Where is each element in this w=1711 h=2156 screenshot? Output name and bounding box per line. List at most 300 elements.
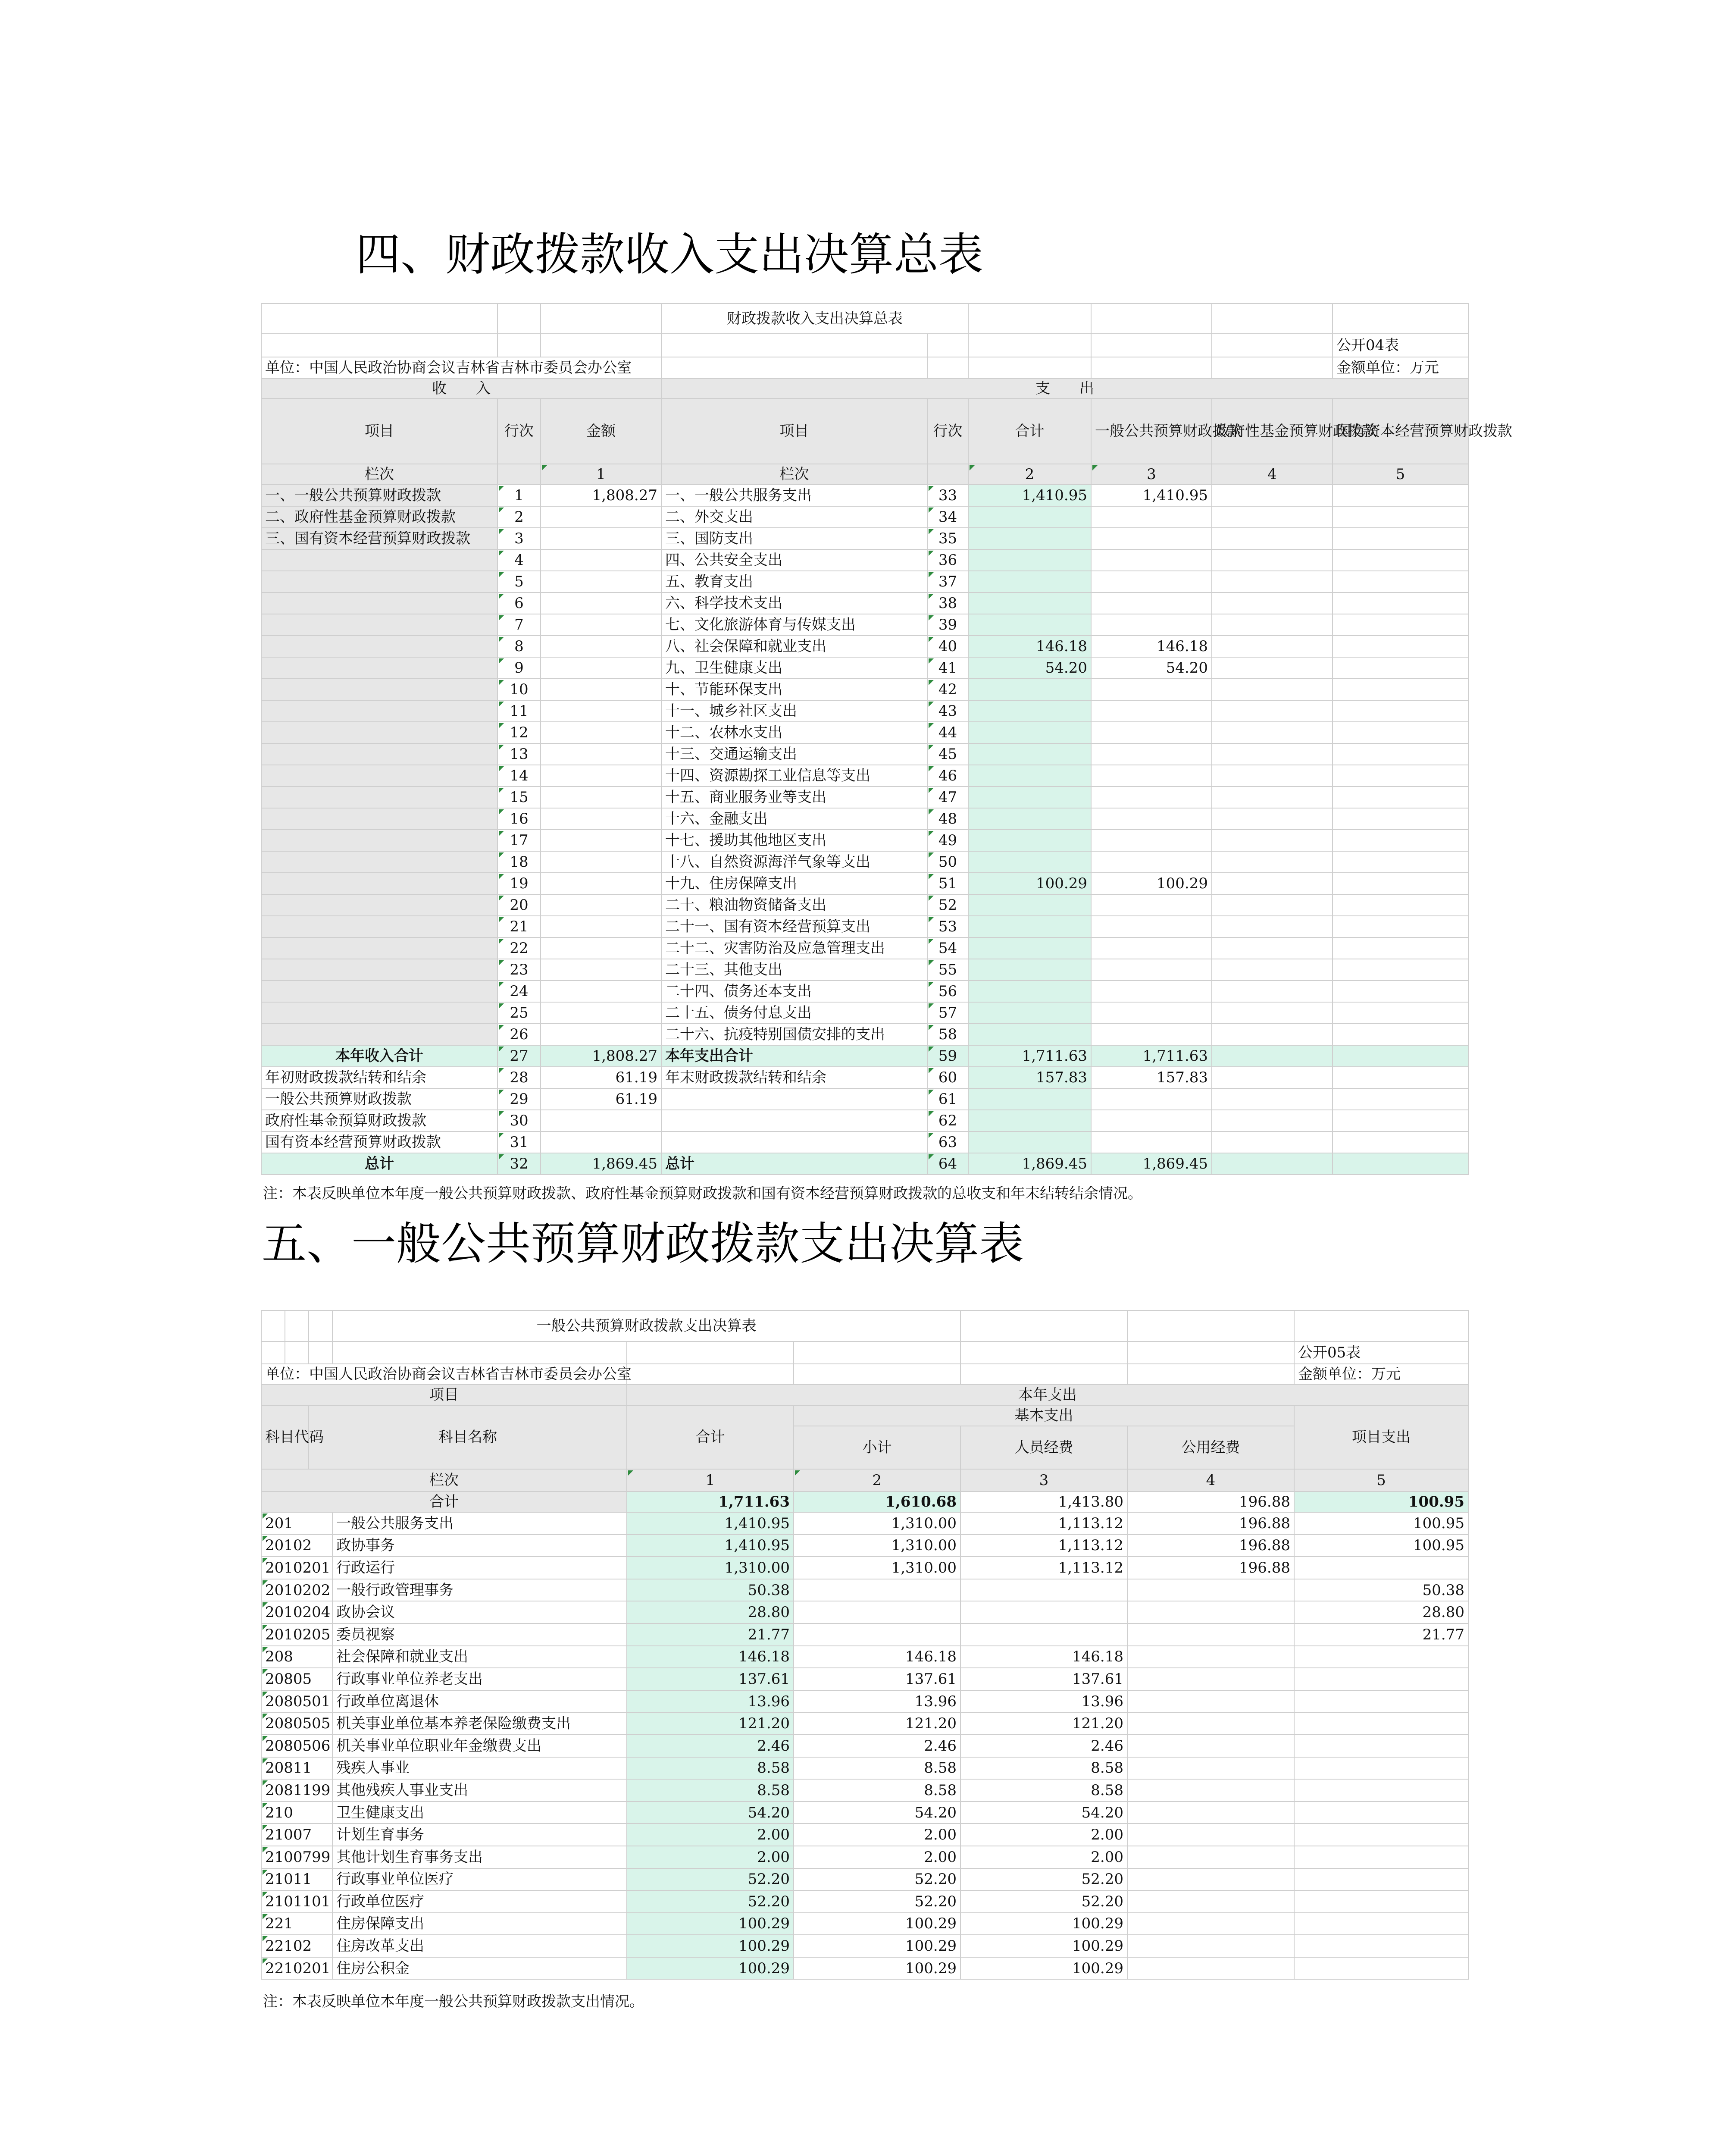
total-amount: 8.58 xyxy=(627,1779,794,1802)
expense-general xyxy=(1091,679,1212,700)
total-row xyxy=(261,1492,1468,1512)
table-title: 财政拨款收入支出决算总表 xyxy=(661,304,968,334)
personnel-amount xyxy=(960,1579,1127,1601)
income-amount xyxy=(541,743,661,765)
table-row xyxy=(261,959,1468,981)
project-amount xyxy=(1294,1646,1468,1668)
expense-row-no: 62 xyxy=(927,1110,968,1131)
expense-state xyxy=(1333,873,1468,894)
project-amount xyxy=(1294,1690,1468,1713)
subject-name: 政协事务 xyxy=(332,1535,627,1557)
income-item xyxy=(261,830,497,851)
income-amount xyxy=(541,549,661,571)
income-row-no: 1 xyxy=(497,485,541,506)
table-row xyxy=(261,937,1468,959)
expense-fund xyxy=(1212,636,1333,657)
income-amount xyxy=(541,916,661,937)
expense-general xyxy=(1091,765,1212,787)
table-row xyxy=(261,787,1468,808)
total-amount: 8.58 xyxy=(627,1757,794,1780)
income-row-no: 21 xyxy=(497,916,541,937)
subject-code: 210 xyxy=(261,1802,332,1824)
project-amount: 100.95 xyxy=(1294,1492,1468,1512)
table-row xyxy=(261,1890,1468,1913)
subject-code: 2010202 xyxy=(261,1579,332,1601)
personnel-amount xyxy=(960,1601,1127,1623)
income-item: 一般公共预算财政拨款 xyxy=(261,1088,497,1110)
subject-name: 机关事业单位基本养老保险缴费支出 xyxy=(332,1712,627,1735)
project-amount xyxy=(1294,1957,1468,1980)
expense-general xyxy=(1091,894,1212,916)
subtotal-amount: 1,610.68 xyxy=(794,1492,960,1512)
expense-total xyxy=(968,937,1091,959)
expense-total: 100.29 xyxy=(968,873,1091,894)
income-amount xyxy=(541,959,661,981)
expense-header: 支 出 xyxy=(661,379,1468,398)
expense-row-no: 39 xyxy=(927,614,968,636)
expense-item: 一、一般公共服务支出 xyxy=(661,485,927,506)
expense-general xyxy=(1091,722,1212,743)
table-row xyxy=(261,1088,1468,1110)
expense-row-no: 35 xyxy=(927,528,968,549)
table-row xyxy=(261,1868,1468,1891)
col-header: 行次 xyxy=(497,398,541,464)
table-row xyxy=(261,1957,1468,1980)
expense-state xyxy=(1333,1110,1468,1131)
expense-general xyxy=(1091,808,1212,830)
personnel-amount: 52.20 xyxy=(960,1890,1127,1913)
subject-code: 22102 xyxy=(261,1935,332,1957)
income-item xyxy=(261,937,497,959)
expense-general xyxy=(1091,549,1212,571)
income-row-no: 28 xyxy=(497,1067,541,1088)
lanci-label: 栏次 xyxy=(661,464,927,485)
income-amount xyxy=(541,1002,661,1024)
income-amount xyxy=(541,679,661,700)
total-amount: 2.46 xyxy=(627,1735,794,1757)
subject-name: 其他计划生育事务支出 xyxy=(332,1846,627,1868)
table-row xyxy=(261,485,1468,506)
expense-state xyxy=(1333,506,1468,528)
total-amount: 1,310.00 xyxy=(627,1557,794,1579)
expense-fund xyxy=(1212,873,1333,894)
expense-item: 十二、农林水支出 xyxy=(661,722,927,743)
expense-state xyxy=(1333,743,1468,765)
subject-code: 2080506 xyxy=(261,1735,332,1757)
year-expense-header: 本年支出 xyxy=(627,1385,1468,1405)
expense-total xyxy=(968,528,1091,549)
subject-code: 201 xyxy=(261,1512,332,1535)
income-amount xyxy=(541,851,661,873)
table-row xyxy=(261,1802,1468,1824)
income-item xyxy=(261,765,497,787)
lanci-number: 3 xyxy=(1091,464,1212,485)
public-amount xyxy=(1127,1868,1294,1891)
expense-state xyxy=(1333,1131,1468,1153)
lanci-number: 1 xyxy=(627,1469,794,1492)
income-row-no: 10 xyxy=(497,679,541,700)
public-amount xyxy=(1127,1579,1294,1601)
expense-fund xyxy=(1212,1024,1333,1045)
lanci-number: 2 xyxy=(794,1469,960,1492)
income-item xyxy=(261,894,497,916)
expense-item: 七、文化旅游体育与传媒支出 xyxy=(661,614,927,636)
expense-fund xyxy=(1212,1153,1333,1175)
income-amount xyxy=(541,937,661,959)
public-amount xyxy=(1127,1623,1294,1646)
project-amount xyxy=(1294,1935,1468,1957)
expense-state xyxy=(1333,549,1468,571)
income-row-no: 24 xyxy=(497,981,541,1002)
public-amount xyxy=(1127,1646,1294,1668)
form-number: 公开05表 xyxy=(1294,1341,1468,1364)
income-amount xyxy=(541,830,661,851)
col-header: 科目名称 xyxy=(309,1405,627,1469)
expense-total xyxy=(968,722,1091,743)
table-row xyxy=(261,1131,1468,1153)
lanci-label: 栏次 xyxy=(261,1469,627,1492)
expense-fund xyxy=(1212,549,1333,571)
expense-fund xyxy=(1212,571,1333,592)
table-row xyxy=(261,722,1468,743)
expense-item: 十五、商业服务业等支出 xyxy=(661,787,927,808)
income-amount xyxy=(541,765,661,787)
income-item xyxy=(261,1002,497,1024)
subject-code: 2010204 xyxy=(261,1601,332,1623)
project-amount: 21.77 xyxy=(1294,1623,1468,1646)
total-amount: 54.20 xyxy=(627,1802,794,1824)
personnel-amount: 52.20 xyxy=(960,1868,1127,1891)
income-item xyxy=(261,722,497,743)
income-item: 政府性基金预算财政拨款 xyxy=(261,1110,497,1131)
lanci-number: 2 xyxy=(968,464,1091,485)
income-row-no: 20 xyxy=(497,894,541,916)
expense-state xyxy=(1333,830,1468,851)
total-amount: 1,410.95 xyxy=(627,1512,794,1535)
table-row xyxy=(261,636,1468,657)
expense-state xyxy=(1333,765,1468,787)
project-amount xyxy=(1294,1913,1468,1935)
project-amount xyxy=(1294,1802,1468,1824)
table-row xyxy=(261,808,1468,830)
expense-row-no: 34 xyxy=(927,506,968,528)
income-amount xyxy=(541,506,661,528)
expense-general xyxy=(1091,1088,1212,1110)
income-amount xyxy=(541,894,661,916)
expense-item: 九、卫生健康支出 xyxy=(661,657,927,679)
table-row xyxy=(261,916,1468,937)
table-row xyxy=(261,873,1468,894)
expense-item: 十六、金融支出 xyxy=(661,808,927,830)
expense-row-no: 48 xyxy=(927,808,968,830)
income-item: 本年收入合计 xyxy=(261,1045,497,1067)
total-amount: 100.29 xyxy=(627,1913,794,1935)
personnel-amount xyxy=(960,1623,1127,1646)
expense-row-no: 60 xyxy=(927,1067,968,1088)
expense-total xyxy=(968,830,1091,851)
subject-code: 20811 xyxy=(261,1757,332,1780)
expense-general xyxy=(1091,937,1212,959)
subject-code: 221 xyxy=(261,1913,332,1935)
expense-state xyxy=(1333,636,1468,657)
project-amount xyxy=(1294,1757,1468,1780)
expense-fund xyxy=(1212,722,1333,743)
unit-label: 单位：中国人民政治协商会议吉林省吉林市委员会办公室 xyxy=(261,1364,627,1385)
income-item xyxy=(261,1024,497,1045)
table-row xyxy=(261,571,1468,592)
expense-item: 八、社会保障和就业支出 xyxy=(661,636,927,657)
subtotal-amount: 8.58 xyxy=(794,1779,960,1802)
project-amount xyxy=(1294,1735,1468,1757)
expense-fund xyxy=(1212,787,1333,808)
table-row xyxy=(261,1779,1468,1802)
subject-name: 残疾人事业 xyxy=(332,1757,627,1780)
subject-code: 2080501 xyxy=(261,1690,332,1713)
expense-row-no: 40 xyxy=(927,636,968,657)
expense-fund xyxy=(1212,981,1333,1002)
expense-general xyxy=(1091,787,1212,808)
expense-fund xyxy=(1212,916,1333,937)
subject-name: 机关事业单位职业年金缴费支出 xyxy=(332,1735,627,1757)
public-amount xyxy=(1127,1601,1294,1623)
income-row-no: 9 xyxy=(497,657,541,679)
income-row-no: 8 xyxy=(497,636,541,657)
table-row xyxy=(261,700,1468,722)
expense-fund xyxy=(1212,851,1333,873)
expense-total xyxy=(968,549,1091,571)
table-row xyxy=(261,1067,1468,1088)
income-item xyxy=(261,571,497,592)
table-row xyxy=(261,1712,1468,1735)
public-amount xyxy=(1127,1913,1294,1935)
expense-row-no: 43 xyxy=(927,700,968,722)
expense-general: 54.20 xyxy=(1091,657,1212,679)
subject-name: 行政事业单位医疗 xyxy=(332,1868,627,1891)
project-amount xyxy=(1294,1890,1468,1913)
expense-fund xyxy=(1212,528,1333,549)
income-row-no: 25 xyxy=(497,1002,541,1024)
general-budget-expense-table xyxy=(261,1310,1469,1980)
expense-general xyxy=(1091,528,1212,549)
expense-total xyxy=(968,894,1091,916)
lanci-number: 4 xyxy=(1212,464,1333,485)
table-row xyxy=(261,679,1468,700)
income-row-no: 19 xyxy=(497,873,541,894)
expense-total: 1,410.95 xyxy=(968,485,1091,506)
expense-row-no: 52 xyxy=(927,894,968,916)
income-item: 二、政府性基金预算财政拨款 xyxy=(261,506,497,528)
expense-general xyxy=(1091,743,1212,765)
subject-name: 卫生健康支出 xyxy=(332,1802,627,1824)
expense-item: 十九、住房保障支出 xyxy=(661,873,927,894)
subject-name: 社会保障和就业支出 xyxy=(332,1646,627,1668)
expense-item: 三、国防支出 xyxy=(661,528,927,549)
subject-code: 20805 xyxy=(261,1668,332,1690)
expense-item: 二十、粮油物资储备支出 xyxy=(661,894,927,916)
section5-note: 注：本表反映单位本年度一般公共预算财政拨款支出情况。 xyxy=(263,1993,644,2010)
expense-item: 十八、自然资源海洋气象等支出 xyxy=(661,851,927,873)
table-row xyxy=(261,1110,1468,1131)
table-row xyxy=(261,1690,1468,1713)
total-amount: 146.18 xyxy=(627,1646,794,1668)
expense-fund xyxy=(1212,937,1333,959)
expense-total xyxy=(968,1110,1091,1131)
expense-general xyxy=(1091,700,1212,722)
expense-item: 二、外交支出 xyxy=(661,506,927,528)
expense-total xyxy=(968,614,1091,636)
lanci-number: 5 xyxy=(1294,1469,1468,1492)
subtotal-amount xyxy=(794,1579,960,1601)
expense-row-no: 33 xyxy=(927,485,968,506)
expense-item: 四、公共安全支出 xyxy=(661,549,927,571)
personnel-amount: 13.96 xyxy=(960,1690,1127,1713)
public-amount xyxy=(1127,1846,1294,1868)
expense-state xyxy=(1333,1002,1468,1024)
item-header: 项目 xyxy=(261,1385,627,1405)
subtotal-amount: 13.96 xyxy=(794,1690,960,1713)
col-header: 金额 xyxy=(541,398,661,464)
expense-item: 十、节能环保支出 xyxy=(661,679,927,700)
expense-item: 二十三、其他支出 xyxy=(661,959,927,981)
income-amount xyxy=(541,808,661,830)
subtotal-amount: 2.00 xyxy=(794,1824,960,1846)
expense-state xyxy=(1333,787,1468,808)
subject-code: 2080505 xyxy=(261,1712,332,1735)
table-row xyxy=(261,851,1468,873)
income-amount xyxy=(541,722,661,743)
expense-general xyxy=(1091,830,1212,851)
expense-general xyxy=(1091,1110,1212,1131)
total-amount: 13.96 xyxy=(627,1690,794,1713)
public-amount xyxy=(1127,1735,1294,1757)
lanci-number: 4 xyxy=(1127,1469,1294,1492)
expense-fund xyxy=(1212,894,1333,916)
expense-state xyxy=(1333,571,1468,592)
subject-name: 委员视察 xyxy=(332,1623,627,1646)
col-header: 合计 xyxy=(968,398,1091,464)
income-item xyxy=(261,657,497,679)
income-amount xyxy=(541,592,661,614)
expense-general xyxy=(1091,1002,1212,1024)
subject-code: 21007 xyxy=(261,1824,332,1846)
income-item xyxy=(261,614,497,636)
table-row xyxy=(261,549,1468,571)
col-header: 项目 xyxy=(661,398,927,464)
public-amount xyxy=(1127,1957,1294,1980)
personnel-amount: 2.00 xyxy=(960,1846,1127,1868)
expense-item: 二十六、抗疫特别国债安排的支出 xyxy=(661,1024,927,1045)
expense-state xyxy=(1333,1045,1468,1067)
subject-code: 208 xyxy=(261,1646,332,1668)
subtotal-amount: 100.29 xyxy=(794,1913,960,1935)
public-amount xyxy=(1127,1690,1294,1713)
expense-total: 157.83 xyxy=(968,1067,1091,1088)
expense-total xyxy=(968,700,1091,722)
expense-item: 二十一、国有资本经营预算支出 xyxy=(661,916,927,937)
personnel-amount: 54.20 xyxy=(960,1802,1127,1824)
income-item: 年初财政拨款结转和结余 xyxy=(261,1067,497,1088)
expense-item: 二十五、债务付息支出 xyxy=(661,1002,927,1024)
expense-item: 二十二、灾害防治及应急管理支出 xyxy=(661,937,927,959)
expense-item: 十四、资源勘探工业信息等支出 xyxy=(661,765,927,787)
expense-row-no: 55 xyxy=(927,959,968,981)
expense-fund xyxy=(1212,1045,1333,1067)
expense-total xyxy=(968,959,1091,981)
public-amount: 196.88 xyxy=(1127,1535,1294,1557)
expense-total xyxy=(968,808,1091,830)
total-amount: 2.00 xyxy=(627,1846,794,1868)
income-row-no: 29 xyxy=(497,1088,541,1110)
total-amount: 2.00 xyxy=(627,1824,794,1846)
col-header: 政府性基金预算财政拨款 xyxy=(1212,398,1333,464)
project-amount xyxy=(1294,1779,1468,1802)
expense-total xyxy=(968,571,1091,592)
expense-row-no: 54 xyxy=(927,937,968,959)
expense-item xyxy=(661,1110,927,1131)
total-amount: 52.20 xyxy=(627,1868,794,1891)
personnel-amount: 8.58 xyxy=(960,1757,1127,1780)
section4-note: 注：本表反映单位本年度一般公共预算财政拨款、政府性基金预算财政拨款和国有资本经营预算财政拨款的总收支和年末结转结余情况。 xyxy=(263,1185,1142,1202)
income-row-no: 30 xyxy=(497,1110,541,1131)
expense-row-no: 46 xyxy=(927,765,968,787)
expense-general xyxy=(1091,1024,1212,1045)
expense-item: 十三、交通运输支出 xyxy=(661,743,927,765)
expense-total: 146.18 xyxy=(968,636,1091,657)
expense-fund xyxy=(1212,808,1333,830)
expense-state xyxy=(1333,657,1468,679)
expense-fund xyxy=(1212,1002,1333,1024)
total-amount: 21.77 xyxy=(627,1623,794,1646)
expense-general: 146.18 xyxy=(1091,636,1212,657)
table-row xyxy=(261,1913,1468,1935)
col-header: 一般公共预算财政拨款 xyxy=(1091,398,1212,464)
col-header: 科目代码 xyxy=(261,1405,309,1469)
expense-total xyxy=(968,851,1091,873)
expense-fund xyxy=(1212,679,1333,700)
subject-name: 行政单位离退休 xyxy=(332,1690,627,1713)
total-amount: 121.20 xyxy=(627,1712,794,1735)
income-item xyxy=(261,873,497,894)
personnel-amount: 1,113.12 xyxy=(960,1557,1127,1579)
income-item xyxy=(261,549,497,571)
project-amount: 50.38 xyxy=(1294,1579,1468,1601)
expense-total xyxy=(968,1002,1091,1024)
public-amount xyxy=(1127,1668,1294,1690)
expense-row-no: 37 xyxy=(927,571,968,592)
subject-name: 其他残疾人事业支出 xyxy=(332,1779,627,1802)
lanci-number: 3 xyxy=(960,1469,1127,1492)
project-amount xyxy=(1294,1824,1468,1846)
table-row xyxy=(261,1557,1468,1579)
expense-state xyxy=(1333,1024,1468,1045)
subtotal-amount: 100.29 xyxy=(794,1935,960,1957)
amount-unit: 金额单位：万元 xyxy=(1294,1364,1468,1385)
income-amount xyxy=(541,614,661,636)
table-row xyxy=(261,1824,1468,1846)
personnel-amount: 1,413.80 xyxy=(960,1492,1127,1512)
expense-state xyxy=(1333,1153,1468,1175)
income-row-no: 14 xyxy=(497,765,541,787)
subject-code: 2100799 xyxy=(261,1846,332,1868)
subject-name: 行政单位医疗 xyxy=(332,1890,627,1913)
expense-fund xyxy=(1212,959,1333,981)
expense-state xyxy=(1333,894,1468,916)
table-row xyxy=(261,1668,1468,1690)
income-row-no: 12 xyxy=(497,722,541,743)
income-item: 国有资本经营预算财政拨款 xyxy=(261,1131,497,1153)
expense-row-no: 50 xyxy=(927,851,968,873)
income-amount xyxy=(541,787,661,808)
